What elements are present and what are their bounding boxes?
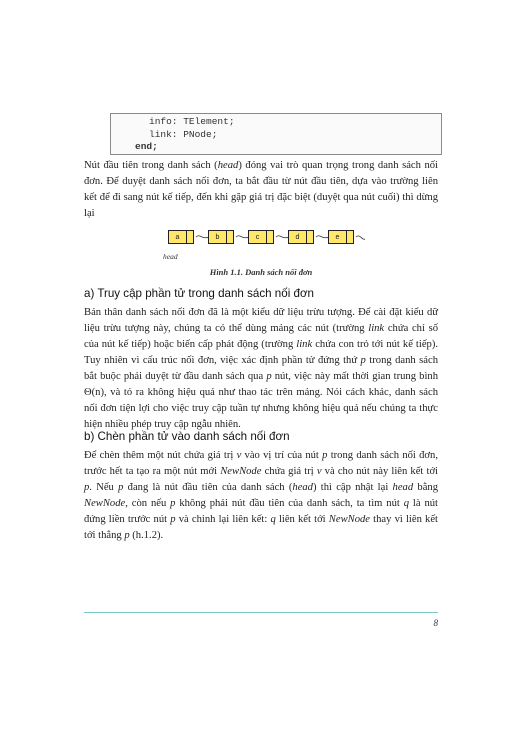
linked-list-figure <box>160 224 370 264</box>
page-number: 8 <box>433 618 438 628</box>
code-line: info: TElement; <box>149 116 235 127</box>
section-b-title: b) Chèn phần tử vào danh sách nối đơn <box>84 430 290 443</box>
list-node: d <box>288 230 314 244</box>
code-line: link: PNode; <box>149 128 218 140</box>
figure-caption: Hình 1.1. Danh sách nối đơn <box>209 267 313 277</box>
link-arrow <box>356 236 365 239</box>
code-block <box>110 113 442 155</box>
code-line-end: end; <box>135 141 158 152</box>
list-node: a <box>168 230 194 244</box>
section-a-paragraph: Bản thân danh sách nối đơn đã là một kiểu dữ liệu trừu tượng. Để cài đặt kiểu dữ liệu trừu tượng này, chúng ta có thể dùng mảng các nút (trường link chứa chỉ số của nút kế tiếp) hoặc biến cấp phát động (trường link chứa con trỏ tới nút kế tiếp). Tuy nhiên vì cấu trúc nối đơn, việc xác định phần tử đứng thứ p trong danh sách bắt buộc phải duyệt từ đầu danh sách qua p nút, việc này mất thời gian trung bình Θ(n), và tỏ ra không hiệu quả như thao tác trên mảng. Nói cách khác, danh sách nối đơn tiện lợi cho việc truy cập tuần tự nhưng không hiệu quả nếu chúng ta thực hiện nhiều phép truy cập ngẫu nhiên. <box>84 307 439 430</box>
list-node: b <box>208 230 234 244</box>
head-label: head <box>163 252 178 261</box>
list-node: c <box>248 230 274 244</box>
intro-paragraph: Nút đầu tiên trong danh sách (head) đóng vai trò quan trọng trong danh sách nối đơn. Để duyệt danh sách nối đơn, ta bắt đầu từ nút đầu tiên, dựa vào trường liên kết để đi sang nút kế tiếp, đến khi gặp giá trị đặc biệt (duyệt qua nút cuối) thì dừng lại <box>84 160 438 219</box>
section-b-paragraph: Để chèn thêm một nút chứa giá trị v vào vị trí của nút p trong danh sách nối đơn, trước hết ta tạo ra một nút mới NewNode chứa giá trị v và cho nút này liên kết tới p. Nếu p đang là nút đầu tiên của danh sách (head) thì cập nhật lại head bằng NewNode, còn nếu p không phải nút đầu tiên của danh sách, ta tìm nút q là nút đứng liền trước nút p và chỉnh lại liên kết: q liên kết tới NewNode thay vì liên kết tới thẳng p (h.1.2). <box>84 450 438 541</box>
footer-rule <box>84 612 438 613</box>
list-node: e <box>328 230 354 244</box>
section-a-title: a) Truy cập phần tử trong danh sách nối đơn <box>84 287 314 300</box>
